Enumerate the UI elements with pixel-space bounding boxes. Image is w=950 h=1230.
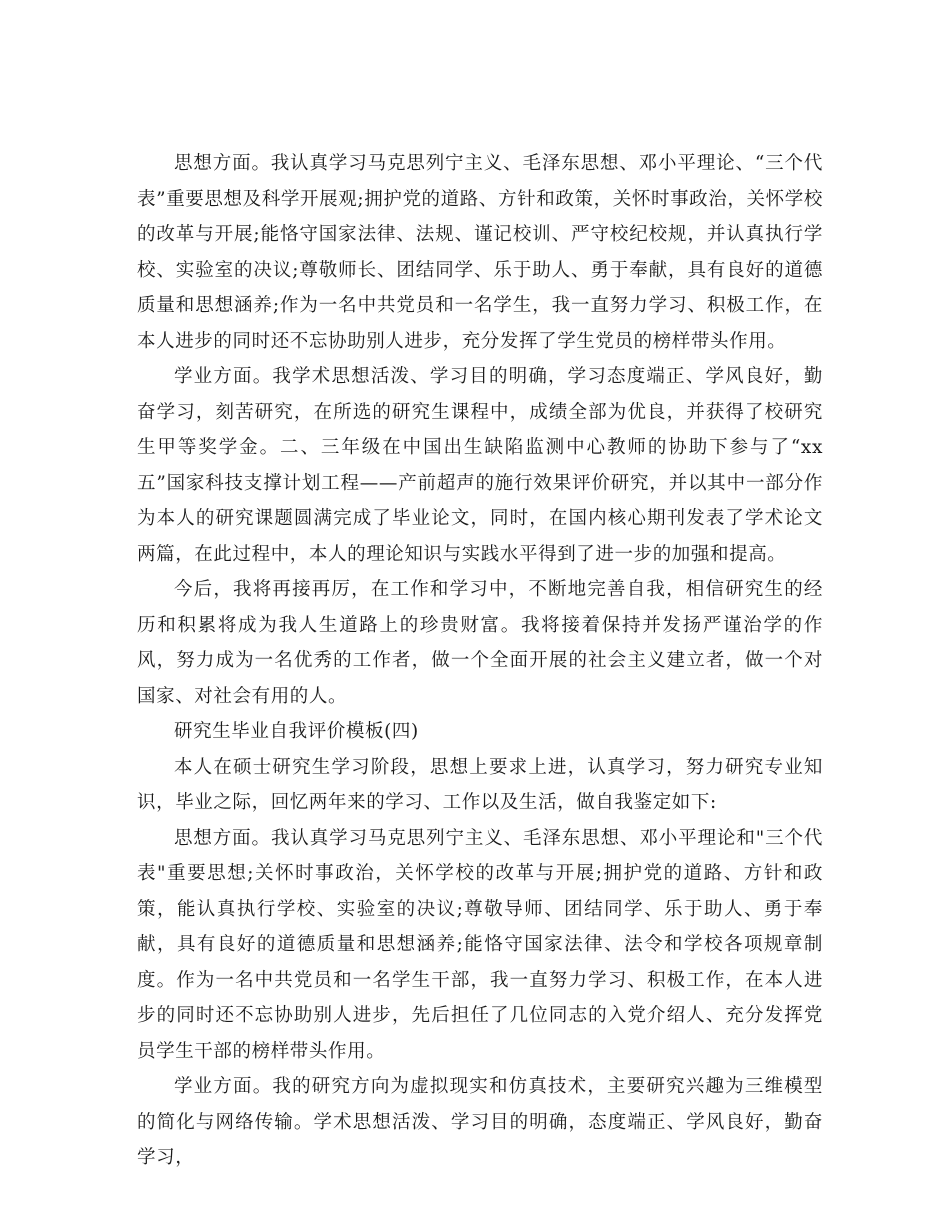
paragraph-ideology-2: 思想方面。我认真学习马克思列宁主义、毛泽东思想、邓小平理论和"三个代表"重要思想;关怀时事政治，关怀学校的改革与开展;拥护党的道路、方针和政策，能认真执行学校、实验室的决议;尊敬导师、团结同学、乐于助人、勇于奉献，具有良好的道德质量和思想涵养;能恪守国家法律、法令和学校各项规章制度。作为一名中共党员和一名学生干部，我一直努力学习、积极工作，在本人进步的同时还不忘协助别人进步，先后担任了几位同志的入党介绍人、充分发挥党员学生干部的榜样带头作用。 xyxy=(137,827,823,1062)
paragraph-academics: 学业方面。我学术思想活泼、学习目的明确，学习态度端正、学风良好，勤奋学习，刻苦研究，在所选的研究生课程中，成绩全部为优良，并获得了校研究生甲等奖学金。二、三年级在中国出生缺陷监测中心教师的协助下参与了“xx五”国家科技支撑计划工程——产前超声的施行效果评价研究，并以其中一部分作为本人的研究课题圆满完成了毕业论文，同时，在国内核心期刊发表了学术论文两篇，在此过程中，本人的理论知识与实践水平得到了进一步的加强和提高。 xyxy=(137,366,823,565)
paragraph-future: 今后，我将再接再厉，在工作和学习中，不断地完善自我，相信研究生的经历和积累将成为我人生道路上的珍贵财富。我将接着保持并发扬严谨治学的作风，努力成为一名优秀的工作者，做一个全面开展的社会主义建立者，做一个对国家、对社会有用的人。 xyxy=(137,579,823,707)
paragraph-academics-2: 学业方面。我的研究方向为虚拟现实和仿真技术，主要研究兴趣为三维模型的简化与网络传输。学术思想活泼、学习目的明确，态度端正、学风良好，勤奋学习， xyxy=(137,1076,823,1168)
paragraph-ideology: 思想方面。我认真学习马克思列宁主义、毛泽东思想、邓小平理论、“三个代表”重要思想及科学开展观;拥护党的道路、方针和政策，关怀时事政治，关怀学校的改革与开展;能恪守国家法律、法规、谨记校训、严守校纪校规，并认真执行学校、实验室的决议;尊敬师长、团结同学、乐于助人、勇于奉献，具有良好的道德质量和思想涵养;作为一名中共党员和一名学生，我一直努力学习、积极工作，在本人进步的同时还不忘协助别人进步，充分发挥了学生党员的榜样带头作用。 xyxy=(137,153,823,352)
paragraph-intro: 本人在硕士研究生学习阶段，思想上要求上进，认真学习，努力研究专业知识，毕业之际，回忆两年来的学习、工作以及生活，做自我鉴定如下: xyxy=(137,756,823,813)
document-body xyxy=(137,146,823,1176)
section-title: 研究生毕业自我评价模板(四) xyxy=(174,721,419,742)
